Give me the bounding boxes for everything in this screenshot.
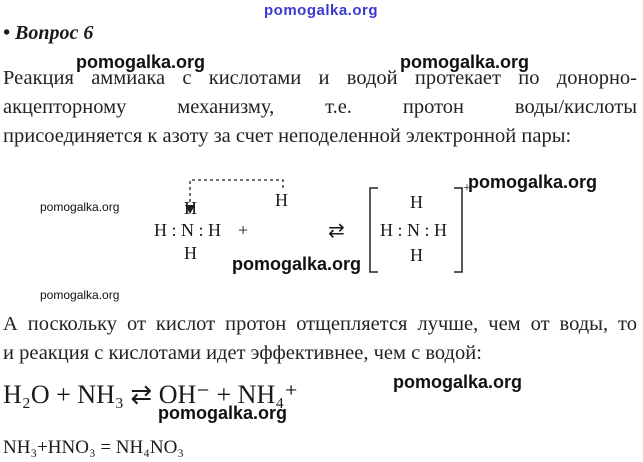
- ammonium-formula: NH₄⁺: [237, 380, 299, 409]
- watermark: pomogalka.org: [400, 52, 530, 72]
- ammonium-formula-row: H : N : H: [380, 220, 447, 240]
- ammonium-h-bottom: H: [410, 245, 423, 265]
- proton-h: H: [275, 190, 288, 210]
- paragraph-2-line-1: А поскольку от кислот протон отщепляется лучше, чем от воды, то: [3, 313, 637, 335]
- equilibrium-arrow: ⇄: [130, 380, 153, 409]
- equation-2: NH₃+HNO₃ = NH₄NO₃: [3, 437, 184, 458]
- ammonia-h-top: H: [184, 198, 197, 218]
- question-title: • Вопрос 6: [3, 22, 94, 44]
- watermark: pomogalka.org: [40, 288, 120, 302]
- hydroxide-formula: OH⁻: [158, 380, 210, 409]
- paragraph-1-line-2: акцепторному механизму, т.е. протон воды/кислоты: [3, 96, 637, 118]
- watermark: pomogalka.org: [40, 200, 120, 214]
- watermark: pomogalka.org: [76, 52, 206, 72]
- ammonium-charge: +: [463, 181, 471, 196]
- equilibrium-arrow: ⇄: [328, 220, 345, 242]
- watermark: pomogalka.org: [232, 254, 362, 274]
- water-formula: H₂O: [3, 380, 50, 409]
- plus-sign: +: [56, 380, 71, 409]
- watermark: pomogalka.org: [158, 403, 288, 423]
- plus-sign: +: [216, 380, 232, 409]
- watermark: pomogalka.org: [468, 172, 598, 192]
- ammonium-h-top: H: [410, 192, 423, 212]
- ammonia-formula: NH₃: [77, 380, 124, 409]
- paragraph-1-line-1: Реакция аммиака с кислотами и водой протекает по донорно-: [3, 67, 637, 89]
- paragraph-1-line-3: присоединяется к азоту за счет неподеленной электронной пары:: [3, 125, 572, 147]
- watermark-top: pomogalka.org: [264, 2, 379, 19]
- plus-sign: +: [238, 220, 249, 240]
- ammonia-h-bottom: H: [184, 243, 197, 263]
- ammonia-formula-row: H : N : H: [154, 220, 221, 240]
- watermark: pomogalka.org: [393, 372, 523, 392]
- paragraph-2-line-2: и реакция с кислотами идет эффективнее, чем с водой:: [3, 342, 482, 364]
